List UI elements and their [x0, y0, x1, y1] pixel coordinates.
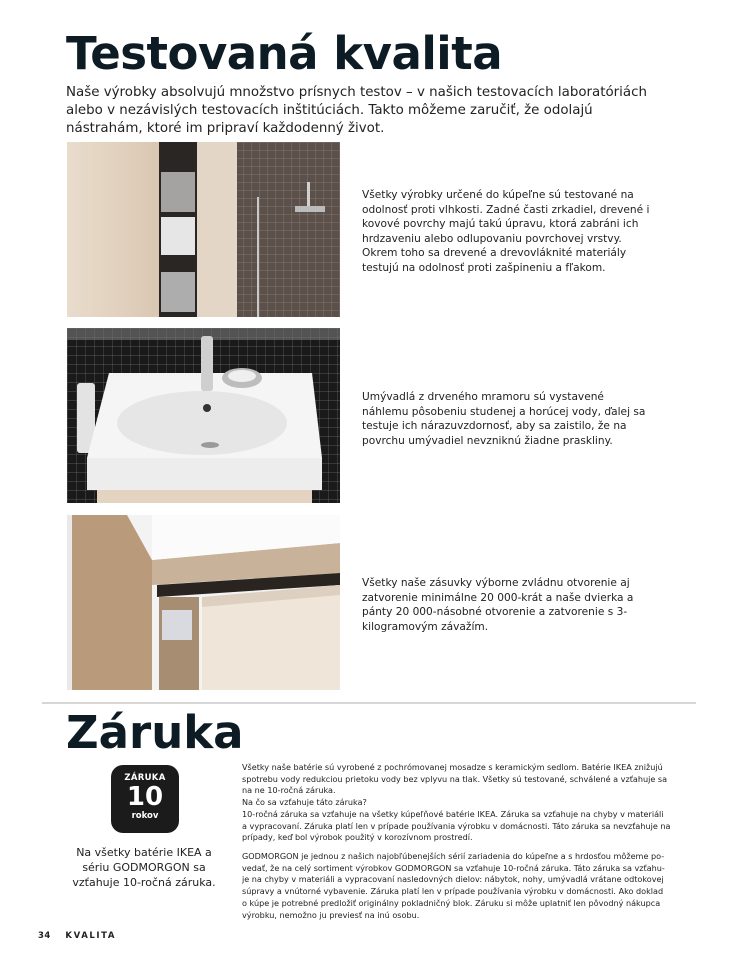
washbasin-image: [67, 328, 340, 503]
text-line: prípady, keď bol výrobok použitý v korozívnom prostredí.: [242, 832, 473, 843]
page-number: 34: [38, 931, 51, 941]
text-line: je na chyby v materiáli a vypracovaní nasledovných dielov: nábytok, nohy, umývadlá vrátane odtokovej: [242, 874, 664, 885]
warranty-title: Záruka: [66, 706, 244, 759]
section-name: KVALITA: [65, 931, 117, 941]
text-line: na ne 10-ročná záruka.: [242, 785, 336, 796]
warranty-paragraph-godmorgon: [242, 851, 704, 921]
intro-paragraph: Naše výrobky absolvujú množstvo prísnych testov – v našich testovacích laboratóriách alebo v nezávislých testovacích inštitúciách. Takto môžeme zaručiť, že odolajú nástrahám, ktoré im pripraví každodenný život.: [66, 85, 647, 136]
badge-unit: rokov: [131, 811, 159, 821]
badge-label: ZÁRUKA: [124, 773, 166, 783]
caption-moisture-testing: Všetky výrobky určené do kúpeľne sú testované na odolnosť proti vlhkosti. Zadné časti zrkadiel, drevené i kovové povrchy majú takú úpravu, ktorá zabráni ich hrdzaveniu alebo odlupovaniu povrchovej vrstvy. Okrem toho sa drevené a drevovláknité materiály testujú na odolnosť proti zašpineniu a fľakom.: [362, 189, 650, 274]
badge-caption: Na všetky batérie IKEA a sériu GODMORGON sa vzťahuje 10-ročná záruka.: [72, 846, 216, 889]
text-line: súpravy a vnútorné vybavenie. Záruka platí len v prípade používania výrobku v domácnosti. Ako doklad: [242, 886, 664, 897]
caption-drawer-testing: Všetky naše zásuvky výborne zvládnu otvorenie aj zatvorenie minimálne 20 000-krát a naše dvierka a pánty 20 000-násobné otvorenie a zatvorenie s 3-kilogramovým závažím.: [362, 577, 634, 633]
warranty-badge: [111, 765, 179, 833]
drawer-photo: [67, 515, 340, 690]
bathroom-cabinet-and-shower-photo: [67, 142, 340, 317]
text-line: Na čo sa vzťahuje táto záruka?: [242, 797, 367, 808]
text-line: a vypracovaní. Záruka platí len v prípade používania výrobku v domácnosti. Táto záruka sa nevzťahuje na: [242, 820, 671, 831]
text-line: o kúpe je potrebné predložiť originálny pokladničný blok. Záruku si môže uplatniť len pôvodný nákupca: [242, 897, 661, 908]
drawer-image: [67, 515, 340, 690]
caption-washbasin-testing: Umývadlá z drveného mramoru sú vystavené náhlemu pôsobeniu studenej a horúcej vody, ďalej sa testuje ich nárazuvzdornosť, aby sa zaistilo, že na povrchu umývadiel nevzniknú žiadne praskliny.: [362, 391, 646, 447]
warranty-paragraph-batteries: [242, 762, 704, 844]
text-line: výrobku, nemožno ju previesť na inú osobu.: [242, 909, 420, 920]
bathroom-cabinet-and-shower-image: [67, 142, 340, 317]
text-line: Všetky naše batérie sú vyrobené z pochrómovanej mosadze s keramickým sedlom. Batérie IKEA znižujú: [242, 762, 663, 772]
text-line: GODMORGON je jednou z našich najobľúbenejších sérií zariadenia do kúpeľne a s hrdosťou môžeme po-: [242, 851, 665, 861]
page-title: Testovaná kvalita: [66, 27, 503, 80]
text-line: spotrebu vody redukciou prietoku vody bez vplyvu na tlak. Všetky sú testované, schválené a vzťahuje sa: [242, 773, 668, 784]
text-line: vedať, že na celý sortiment výrobkov GODMORGON sa vzťahuje 10-ročná záruka. Táto záruka sa vzťahu-: [242, 862, 665, 873]
washbasin-photo: [67, 328, 340, 503]
text-line: 10-ročná záruka sa vzťahuje na všetky kúpeľňové batérie IKEA. Záruka sa vzťahuje na chyby v materiáli: [242, 808, 664, 819]
page-footer: [38, 931, 116, 941]
badge-years: 10: [126, 782, 164, 812]
